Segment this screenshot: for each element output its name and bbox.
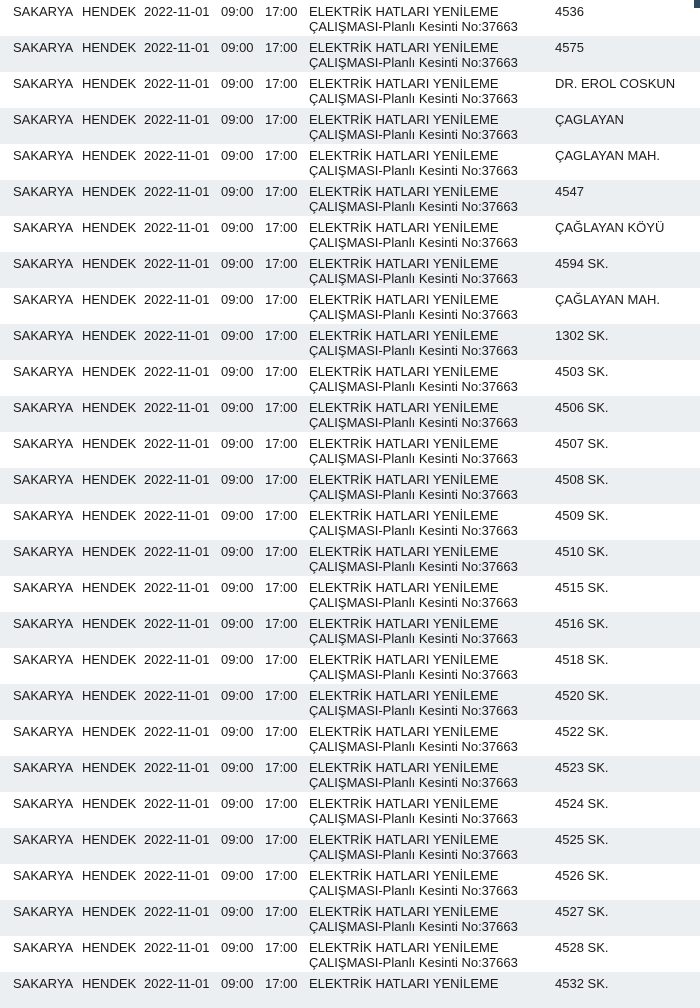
cell-end-time: 17:00 [265,112,298,127]
table-row [0,72,700,108]
cell-date: 2022-11-01 [144,544,210,559]
cell-province: SAKARYA [13,400,74,415]
cell-location: 4526 SK. [555,868,609,883]
cell-start-time: 09:00 [221,724,254,739]
cell-location: 4503 SK. [555,364,609,379]
table-row [0,576,700,612]
cell-start-time: 09:00 [221,652,254,667]
cell-location: 4508 SK. [555,472,609,487]
cell-start-time: 09:00 [221,220,254,235]
cell-start-time: 09:00 [221,904,254,919]
description-line-2: ÇALIŞMASI-Planlı Kesinti No:37663 [309,415,518,430]
cell-province: SAKARYA [13,544,74,559]
cell-district: HENDEK [82,508,137,523]
description-line-2: ÇALIŞMASI-Planlı Kesinti No:37663 [309,775,518,790]
cell-province: SAKARYA [13,148,74,163]
cell-end-time: 17:00 [265,616,298,631]
cell-date: 2022-11-01 [144,796,210,811]
cell-district: HENDEK [82,76,137,91]
cell-province: SAKARYA [13,40,74,55]
table-row [0,684,700,720]
description-line-2: ÇALIŞMASI-Planlı Kesinti No:37663 [309,199,518,214]
table-row [0,468,700,504]
cell-description [309,292,549,322]
cell-date: 2022-11-01 [144,616,210,631]
cell-start-time: 09:00 [221,112,254,127]
cell-description [309,148,549,178]
cell-date: 2022-11-01 [144,76,210,91]
cell-district: HENDEK [82,868,137,883]
cell-description [309,4,549,34]
cell-end-time: 17:00 [265,904,298,919]
cell-province: SAKARYA [13,364,74,379]
cell-location: 4536 [555,4,584,19]
cell-district: HENDEK [82,112,137,127]
description-line-1: ELEKTRİK HATLARI YENİLEME [309,616,499,631]
cell-district: HENDEK [82,436,137,451]
table-row [0,540,700,576]
cell-end-time: 17:00 [265,760,298,775]
description-line-2: ÇALIŞMASI-Planlı Kesinti No:37663 [309,595,518,610]
cell-location: 4516 SK. [555,616,609,631]
cell-province: SAKARYA [13,760,74,775]
cell-start-time: 09:00 [221,796,254,811]
cell-district: HENDEK [82,940,137,955]
cell-start-time: 09:00 [221,364,254,379]
cell-end-time: 17:00 [265,868,298,883]
table-row [0,360,700,396]
cell-description [309,40,549,70]
cell-end-time: 17:00 [265,4,298,19]
description-line-1: ELEKTRİK HATLARI YENİLEME [309,688,499,703]
cell-end-time: 17:00 [265,292,298,307]
description-line-1: ELEKTRİK HATLARI YENİLEME [309,76,499,91]
description-line-2: ÇALIŞMASI-Planlı Kesinti No:37663 [309,19,518,34]
cell-province: SAKARYA [13,868,74,883]
description-line-1: ELEKTRİK HATLARI YENİLEME [309,220,499,235]
cell-date: 2022-11-01 [144,364,210,379]
cell-start-time: 09:00 [221,400,254,415]
description-line-1: ELEKTRİK HATLARI YENİLEME [309,580,499,595]
description-line-1: ELEKTRİK HATLARI YENİLEME [309,256,499,271]
description-line-1: ELEKTRİK HATLARI YENİLEME [309,364,499,379]
cell-district: HENDEK [82,220,137,235]
description-line-1: ELEKTRİK HATLARI YENİLEME [309,868,499,883]
cell-date: 2022-11-01 [144,868,210,883]
table-row [0,756,700,792]
cell-description [309,76,549,106]
table-row [0,648,700,684]
description-line-1: ELEKTRİK HATLARI YENİLEME [309,832,499,847]
table-row [0,972,700,1008]
table-row [0,936,700,972]
cell-start-time: 09:00 [221,472,254,487]
cell-start-time: 09:00 [221,292,254,307]
cell-description [309,868,549,898]
table-row [0,720,700,756]
cell-start-time: 09:00 [221,184,254,199]
cell-end-time: 17:00 [265,688,298,703]
description-line-1: ELEKTRİK HATLARI YENİLEME [309,508,499,523]
cell-province: SAKARYA [13,616,74,631]
cell-description [309,904,549,934]
cell-description [309,580,549,610]
description-line-2: ÇALIŞMASI-Planlı Kesinti No:37663 [309,379,518,394]
cell-end-time: 17:00 [265,76,298,91]
table-row [0,252,700,288]
description-line-1: ELEKTRİK HATLARI YENİLEME [309,724,499,739]
cell-location: 4527 SK. [555,904,609,919]
cell-description [309,400,549,430]
cell-end-time: 17:00 [265,976,298,991]
description-line-1: ELEKTRİK HATLARI YENİLEME [309,544,499,559]
description-line-2: ÇALIŞMASI-Planlı Kesinti No:37663 [309,883,518,898]
cell-province: SAKARYA [13,724,74,739]
cell-province: SAKARYA [13,184,74,199]
cell-province: SAKARYA [13,256,74,271]
cell-location: ÇAĞLAYAN KÖYÜ [555,220,665,235]
cell-district: HENDEK [82,292,137,307]
cell-location: 4520 SK. [555,688,609,703]
cell-district: HENDEK [82,688,137,703]
cell-province: SAKARYA [13,472,74,487]
cell-end-time: 17:00 [265,40,298,55]
cell-province: SAKARYA [13,976,74,991]
description-line-1: ELEKTRİK HATLARI YENİLEME [309,760,499,775]
cell-district: HENDEK [82,976,137,991]
cell-date: 2022-11-01 [144,472,210,487]
cell-province: SAKARYA [13,580,74,595]
description-line-1: ELEKTRİK HATLARI YENİLEME [309,436,499,451]
cell-province: SAKARYA [13,328,74,343]
cell-district: HENDEK [82,472,137,487]
cell-district: HENDEK [82,904,137,919]
cell-date: 2022-11-01 [144,688,210,703]
description-line-2: ÇALIŞMASI-Planlı Kesinti No:37663 [309,487,518,502]
cell-date: 2022-11-01 [144,220,210,235]
cell-date: 2022-11-01 [144,580,210,595]
cell-district: HENDEK [82,184,137,199]
cell-description [309,256,549,286]
cell-location: 1302 SK. [555,328,609,343]
cell-location: 4506 SK. [555,400,609,415]
cell-date: 2022-11-01 [144,4,210,19]
cell-location: 4575 [555,40,584,55]
table-row [0,324,700,360]
cell-date: 2022-11-01 [144,40,210,55]
table-row [0,828,700,864]
cell-description [309,760,549,790]
cell-start-time: 09:00 [221,436,254,451]
cell-province: SAKARYA [13,688,74,703]
cell-date: 2022-11-01 [144,940,210,955]
cell-end-time: 17:00 [265,364,298,379]
cell-location: 4528 SK. [555,940,609,955]
cell-description [309,508,549,538]
cell-date: 2022-11-01 [144,904,210,919]
description-line-1: ELEKTRİK HATLARI YENİLEME [309,148,499,163]
cell-date: 2022-11-01 [144,400,210,415]
cell-location: 4507 SK. [555,436,609,451]
cell-district: HENDEK [82,724,137,739]
description-line-2: ÇALIŞMASI-Planlı Kesinti No:37663 [309,847,518,862]
cell-province: SAKARYA [13,4,74,19]
description-line-1: ELEKTRİK HATLARI YENİLEME [309,400,499,415]
cell-start-time: 09:00 [221,4,254,19]
cell-province: SAKARYA [13,436,74,451]
description-line-2: ÇALIŞMASI-Planlı Kesinti No:37663 [309,631,518,646]
cell-description [309,652,549,682]
cell-district: HENDEK [82,616,137,631]
cell-district: HENDEK [82,40,137,55]
cell-description [309,472,549,502]
cell-date: 2022-11-01 [144,292,210,307]
cell-location: 4522 SK. [555,724,609,739]
description-line-1: ELEKTRİK HATLARI YENİLEME [309,40,499,55]
description-line-2: ÇALIŞMASI-Planlı Kesinti No:37663 [309,343,518,358]
table-row [0,144,700,180]
cell-location: 4510 SK. [555,544,609,559]
cell-date: 2022-11-01 [144,112,210,127]
table-row [0,504,700,540]
cell-end-time: 17:00 [265,400,298,415]
description-line-1: ELEKTRİK HATLARI YENİLEME [309,328,499,343]
description-line-1: ELEKTRİK HATLARI YENİLEME [309,796,499,811]
table-row [0,288,700,324]
description-line-2: ÇALIŞMASI-Planlı Kesinti No:37663 [309,271,518,286]
cell-description [309,436,549,466]
cell-description [309,544,549,574]
description-line-2: ÇALIŞMASI-Planlı Kesinti No:37663 [309,919,518,934]
cell-location: ÇAĞLAYAN MAH. [555,292,660,307]
description-line-2: ÇALIŞMASI-Planlı Kesinti No:37663 [309,91,518,106]
cell-district: HENDEK [82,364,137,379]
cell-end-time: 17:00 [265,580,298,595]
cell-location: 4524 SK. [555,796,609,811]
cell-description [309,616,549,646]
cell-description [309,832,549,862]
description-line-1: ELEKTRİK HATLARI YENİLEME [309,652,499,667]
cell-date: 2022-11-01 [144,760,210,775]
description-line-2: ÇALIŞMASI-Planlı Kesinti No:37663 [309,523,518,538]
table-row [0,396,700,432]
cell-start-time: 09:00 [221,940,254,955]
cell-start-time: 09:00 [221,256,254,271]
description-line-1: ELEKTRİK HATLARI YENİLEME [309,184,499,199]
cell-date: 2022-11-01 [144,184,210,199]
cell-province: SAKARYA [13,112,74,127]
cell-date: 2022-11-01 [144,976,210,991]
cell-description [309,976,549,991]
cell-start-time: 09:00 [221,544,254,559]
cell-province: SAKARYA [13,796,74,811]
cell-end-time: 17:00 [265,148,298,163]
description-line-2: ÇALIŞMASI-Planlı Kesinti No:37663 [309,955,518,970]
cell-district: HENDEK [82,544,137,559]
cell-province: SAKARYA [13,220,74,235]
cell-start-time: 09:00 [221,832,254,847]
cell-date: 2022-11-01 [144,724,210,739]
cell-location: 4525 SK. [555,832,609,847]
cell-start-time: 09:00 [221,148,254,163]
description-line-2: ÇALIŞMASI-Planlı Kesinti No:37663 [309,739,518,754]
description-line-1: ELEKTRİK HATLARI YENİLEME [309,292,499,307]
description-line-2: ÇALIŞMASI-Planlı Kesinti No:37663 [309,127,518,142]
cell-description [309,796,549,826]
cell-district: HENDEK [82,4,137,19]
cell-description [309,184,549,214]
cell-district: HENDEK [82,400,137,415]
cell-date: 2022-11-01 [144,508,210,523]
description-line-1: ELEKTRİK HATLARI YENİLEME [309,904,499,919]
cell-end-time: 17:00 [265,832,298,847]
description-line-2: ÇALIŞMASI-Planlı Kesinti No:37663 [309,703,518,718]
table-row [0,216,700,252]
cell-start-time: 09:00 [221,976,254,991]
cell-district: HENDEK [82,760,137,775]
description-line-2: ÇALIŞMASI-Planlı Kesinti No:37663 [309,163,518,178]
cell-description [309,220,549,250]
cell-end-time: 17:00 [265,328,298,343]
description-line-1: ELEKTRİK HATLARI YENİLEME [309,976,499,991]
description-line-1: ELEKTRİK HATLARI YENİLEME [309,472,499,487]
cell-end-time: 17:00 [265,508,298,523]
cell-end-time: 17:00 [265,796,298,811]
cell-end-time: 17:00 [265,256,298,271]
cell-description [309,328,549,358]
cell-end-time: 17:00 [265,436,298,451]
cell-district: HENDEK [82,580,137,595]
scroll-corner-marker [694,0,700,8]
cell-province: SAKARYA [13,292,74,307]
table-row [0,612,700,648]
cell-start-time: 09:00 [221,328,254,343]
description-line-2: ÇALIŞMASI-Planlı Kesinti No:37663 [309,307,518,322]
description-line-2: ÇALIŞMASI-Planlı Kesinti No:37663 [309,235,518,250]
cell-start-time: 09:00 [221,760,254,775]
table-row [0,900,700,936]
cell-end-time: 17:00 [265,184,298,199]
cell-start-time: 09:00 [221,688,254,703]
table-row [0,864,700,900]
table-row [0,180,700,216]
cell-location: 4547 [555,184,584,199]
cell-district: HENDEK [82,148,137,163]
cell-location: DR. EROL COSKUN [555,76,676,91]
table-row [0,0,700,36]
table-row [0,36,700,72]
cell-start-time: 09:00 [221,508,254,523]
cell-province: SAKARYA [13,904,74,919]
cell-location: 4509 SK. [555,508,609,523]
cell-end-time: 17:00 [265,544,298,559]
description-line-2: ÇALIŞMASI-Planlı Kesinti No:37663 [309,451,518,466]
description-line-2: ÇALIŞMASI-Planlı Kesinti No:37663 [309,667,518,682]
cell-description [309,364,549,394]
cell-province: SAKARYA [13,940,74,955]
cell-start-time: 09:00 [221,580,254,595]
cell-district: HENDEK [82,652,137,667]
cell-district: HENDEK [82,256,137,271]
cell-province: SAKARYA [13,508,74,523]
cell-date: 2022-11-01 [144,256,210,271]
cell-description [309,940,549,970]
table-row [0,432,700,468]
cell-end-time: 17:00 [265,220,298,235]
description-line-2: ÇALIŞMASI-Planlı Kesinti No:37663 [309,559,518,574]
table-row [0,792,700,828]
cell-location: ÇAGLAYAN MAH. [555,148,660,163]
cell-location: 4515 SK. [555,580,609,595]
cell-description [309,724,549,754]
cell-province: SAKARYA [13,76,74,91]
cell-end-time: 17:00 [265,724,298,739]
cell-description [309,688,549,718]
cell-province: SAKARYA [13,652,74,667]
cell-date: 2022-11-01 [144,436,210,451]
cell-date: 2022-11-01 [144,148,210,163]
cell-end-time: 17:00 [265,652,298,667]
cell-district: HENDEK [82,328,137,343]
cell-location: 4523 SK. [555,760,609,775]
cell-province: SAKARYA [13,832,74,847]
description-line-1: ELEKTRİK HATLARI YENİLEME [309,112,499,127]
description-line-1: ELEKTRİK HATLARI YENİLEME [309,4,499,19]
cell-district: HENDEK [82,796,137,811]
cell-location: 4532 SK. [555,976,609,991]
description-line-1: ELEKTRİK HATLARI YENİLEME [309,940,499,955]
cell-description [309,112,549,142]
cell-start-time: 09:00 [221,76,254,91]
cell-date: 2022-11-01 [144,328,210,343]
cell-location: 4518 SK. [555,652,609,667]
cell-start-time: 09:00 [221,616,254,631]
cell-date: 2022-11-01 [144,652,210,667]
cell-location: 4594 SK. [555,256,609,271]
cell-end-time: 17:00 [265,940,298,955]
description-line-2: ÇALIŞMASI-Planlı Kesinti No:37663 [309,55,518,70]
cell-location: ÇAGLAYAN [555,112,624,127]
cell-start-time: 09:00 [221,40,254,55]
cell-end-time: 17:00 [265,472,298,487]
description-line-2: ÇALIŞMASI-Planlı Kesinti No:37663 [309,811,518,826]
cell-district: HENDEK [82,832,137,847]
cell-start-time: 09:00 [221,868,254,883]
table-row [0,108,700,144]
cell-date: 2022-11-01 [144,832,210,847]
